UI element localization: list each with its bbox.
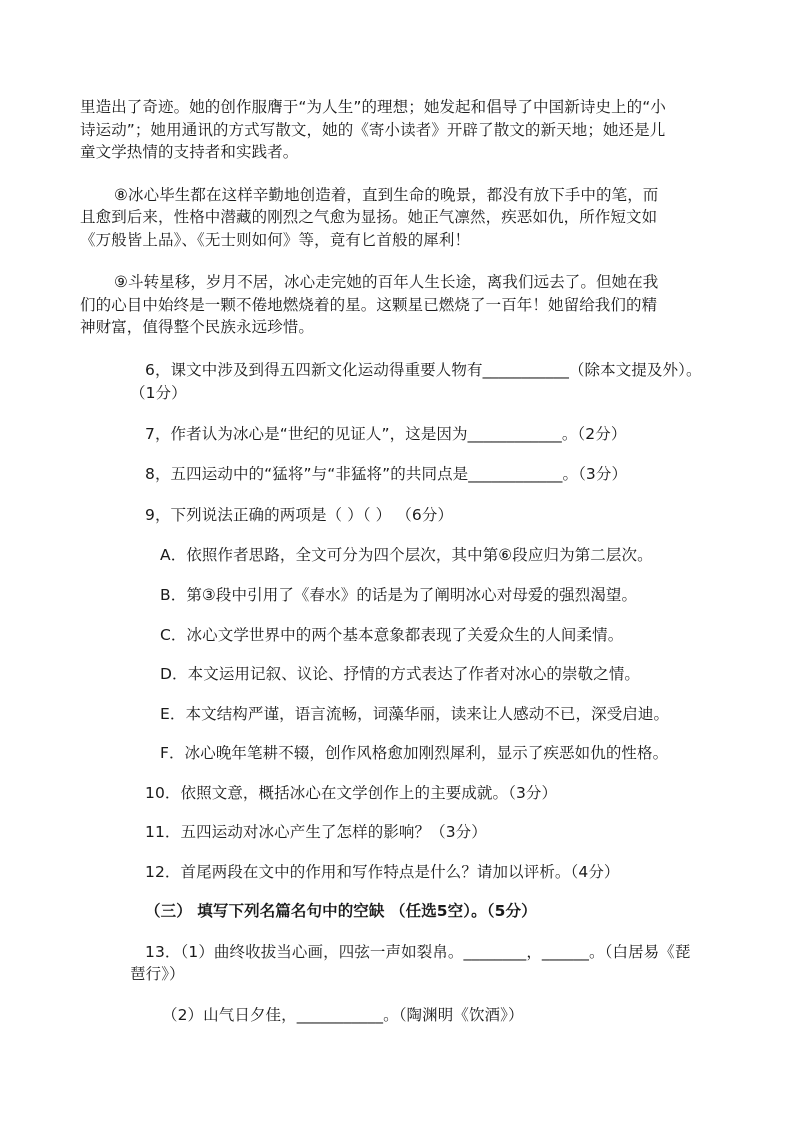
question-9: 9，下列说法正确的两项是（ ）（ ） （6分） xyxy=(145,506,454,524)
question-12: 12．首尾两段在文中的作用和写作特点是什么？请加以评析。（4分） xyxy=(145,863,620,881)
question-9-option-b: B．第③段中引用了《春水》的话是为了阐明冰心对母爱的强烈渴望。 xyxy=(160,586,638,604)
paragraph-9-line-1: ⑨斗转星移，岁月不居，冰心走完她的百年人生长途，离我们远去了。但她在我 xyxy=(114,273,659,291)
question-9-option-a: A．依照作者思路，全文可分为四个层次，其中第⑥段应归为第二层次。 xyxy=(160,546,653,564)
question-10: 10．依照文意，概括冰心在文学创作上的主要成就。（3分） xyxy=(145,784,558,802)
paragraph-8-line-1: ⑧冰心毕生都在这样辛勤地创造着，直到生命的晚景，都没有放下手中的笔，而 xyxy=(114,186,659,204)
paragraph-intro-line-3: 童文学热情的支持者和实践者。 xyxy=(80,143,299,161)
question-6-line-2: （1分） xyxy=(130,384,187,402)
question-9-option-c: C．冰心文学世界中的两个基本意象都表现了关爱众生的人间柔情。 xyxy=(160,626,624,644)
paragraph-8-line-2: 且愈到后来，性格中潜藏的刚烈之气愈为显扬。她正气凛然，疾恶如仇，所作短文如 xyxy=(80,208,658,226)
paragraph-intro-line-2: 诗运动”；她用通讯的方式写散文，她的《寄小读者》开辟了散文的新天地；她还是儿 xyxy=(80,121,666,139)
question-11: 11．五四运动对冰心产生了怎样的影响？（3分） xyxy=(145,823,487,841)
question-9-option-f: F．冰心晚年笔耕不辍，创作风格愈加刚烈犀利，显示了疾恶如仇的性格。 xyxy=(160,744,669,762)
question-8: 8，五四运动中的“猛将”与“非猛将”的共同点是____________。（3分） xyxy=(145,465,628,483)
question-13-line-1: 13．（1）曲终收拔当心画，四弦一声如裂帛。________，______。（白居易《琵 xyxy=(145,943,691,961)
question-6-line-1: 6，课文中涉及到得五四新文化运动得重要人物有___________（除本文提及外）。 xyxy=(145,361,702,379)
question-9-option-e: E．本文结构严谨，语言流畅，词藻华丽，读来让人感动不已，深受启迪。 xyxy=(160,705,670,723)
question-7: 7，作者认为冰心是“世纪的见证人”，这是因为____________。（2分） xyxy=(145,425,627,443)
question-9-option-d: D．本文运用记叙、议论、抒情的方式表达了作者对冰心的崇敬之情。 xyxy=(160,665,641,683)
paragraph-9-line-2: 们的心目中始终是一颗不倦地燃烧着的星。这颗星已燃烧了一百年！她留给我们的精 xyxy=(80,296,658,314)
question-13-part-2: （2）山气日夕佳，___________。（陶渊明《饮酒》） xyxy=(162,1006,524,1024)
paragraph-9-line-3: 神财富，值得整个民族永远珍惜。 xyxy=(80,318,315,336)
section-3-heading: （三） 填写下列名篇名句中的空缺 （任选5空）。（5分） xyxy=(145,902,537,920)
question-13-line-2: 琶行》） xyxy=(130,965,185,983)
paragraph-intro-line-1: 里造出了奇迹。她的创作服膺于“为人生”的理想；她发起和倡导了中国新诗史上的“小 xyxy=(80,98,666,116)
paragraph-8-line-3: 《万般皆上品》、《无士则如何》等，竟有匕首般的犀利！ xyxy=(80,231,471,249)
